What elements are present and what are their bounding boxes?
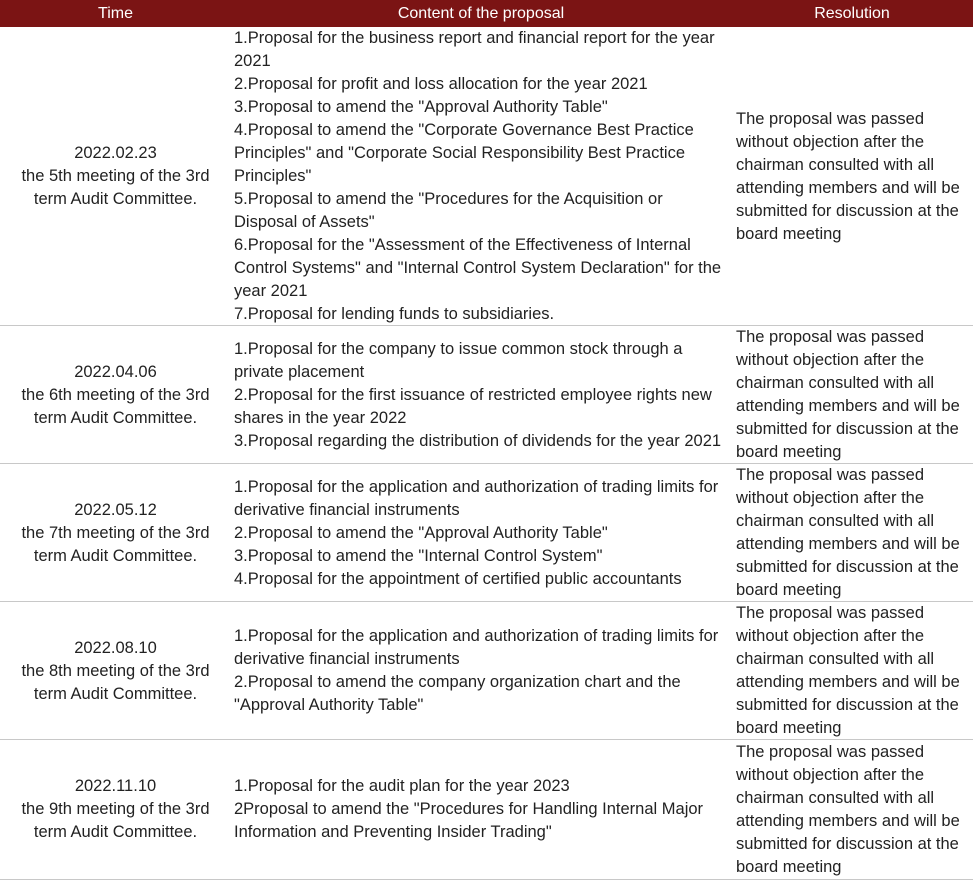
resolution-text: The proposal was passed without objection after the chairman consulted with all attending members and will be submitted for discussion at the board meeting [736,109,960,243]
header-content: Content of the proposal [397,5,565,22]
proposal-cell [231,27,731,326]
proposal-item: 4.Proposal to amend the "Corporate Governance Best Practice Principles" and "Corporate Social Responsibility Best Practice Principles" [234,121,694,185]
resolution-cell [731,740,973,879]
header-resolution: Resolution [814,5,890,22]
proposal-item: 2.Proposal for the first issuance of restricted employee rights new shares in the year 2022 [234,385,712,427]
meeting-date: 2022.05.12 [74,500,157,519]
proposal-item: 3.Proposal to amend the "Internal Control System" [234,546,603,565]
proposal-item: 1.Proposal for the business report and financial report for the year 2021 [234,29,715,70]
proposal-item: 7.Proposal for lending funds to subsidiaries. [234,305,555,323]
table-header [0,0,973,27]
meeting-name: the 7th meeting of the 3rd term Audit Committee. [21,523,210,565]
time-cell [0,27,231,326]
meeting-date: 2022.02.23 [74,144,157,162]
proposal-cell [231,326,731,464]
proposal-cell [231,602,731,740]
time-cell [0,602,231,740]
resolution-cell [731,326,973,464]
proposal-item: 3.Proposal to amend the "Approval Authority Table" [234,98,608,116]
proposal-item: 3.Proposal regarding the distribution of dividends for the year 2021 [234,431,722,450]
proposal-item: 1.Proposal for the company to issue common stock through a private placement [234,339,683,381]
proposal-item: 1.Proposal for the audit plan for the year 2023 [234,777,570,795]
time-cell [0,740,231,879]
meeting-date: 2022.08.10 [74,638,157,657]
proposal-cell [231,464,731,602]
proposal-item: 2Proposal to amend the "Procedures for Handling Internal Major Information and Preventing Insider Trading" [234,800,704,841]
meeting-name: the 9th meeting of the 3rd term Audit Committee. [21,800,210,841]
table-row [0,464,973,602]
resolution-text: The proposal was passed without objection after the chairman consulted with all attending members and will be submitted for discussion at the board meeting [736,604,960,737]
time-cell [0,464,231,602]
proposal-item: 2.Proposal for profit and loss allocation for the year 2021 [234,75,648,93]
table-row [0,326,973,464]
meeting-name: the 5th meeting of the 3rd term Audit Committee. [21,167,210,208]
resolution-text: The proposal was passed without objection after the chairman consulted with all attending members and will be submitted for discussion at the board meeting [736,328,960,461]
proposal-item: 4.Proposal for the appointment of certified public accountants [234,569,682,588]
meeting-date: 2022.11.10 [74,777,157,795]
resolution-cell [731,602,973,740]
proposal-item: 2.Proposal to amend the company organization chart and the "Approval Authority Table" [234,673,681,714]
proposal-item: 5.Proposal to amend the "Procedures for the Acquisition or Disposal of Assets" [234,190,663,231]
resolution-cell [731,464,973,602]
resolution-text: The proposal was passed without objection after the chairman consulted with all attending members and will be submitted for discussion at the board meeting [736,742,960,876]
meeting-name: the 6th meeting of the 3rd term Audit Committee. [21,385,210,427]
header-time: Time [98,5,133,22]
time-cell [0,326,231,464]
meeting-date: 2022.04.06 [74,362,157,381]
meeting-name: the 8th meeting of the 3rd term Audit Committee. [21,661,210,703]
proposal-item: 2.Proposal to amend the "Approval Authority Table" [234,523,608,542]
resolution-cell [731,27,973,326]
table-row [0,27,973,326]
proposal-item: 1.Proposal for the application and authorization of trading limits for derivative financial instruments [234,477,719,519]
resolution-text: The proposal was passed without objection after the chairman consulted with all attending members and will be submitted for discussion at the board meeting [736,466,960,599]
proposal-item: 1.Proposal for the application and authorization of trading limits for derivative financial instruments [234,627,719,668]
table-row [0,740,973,880]
proposal-item: 6.Proposal for the "Assessment of the Effectiveness of Internal Control Systems" and "Internal Control System Declaration" for the year 2021 [234,236,722,300]
proposal-cell [231,740,731,879]
table-row [0,602,973,740]
